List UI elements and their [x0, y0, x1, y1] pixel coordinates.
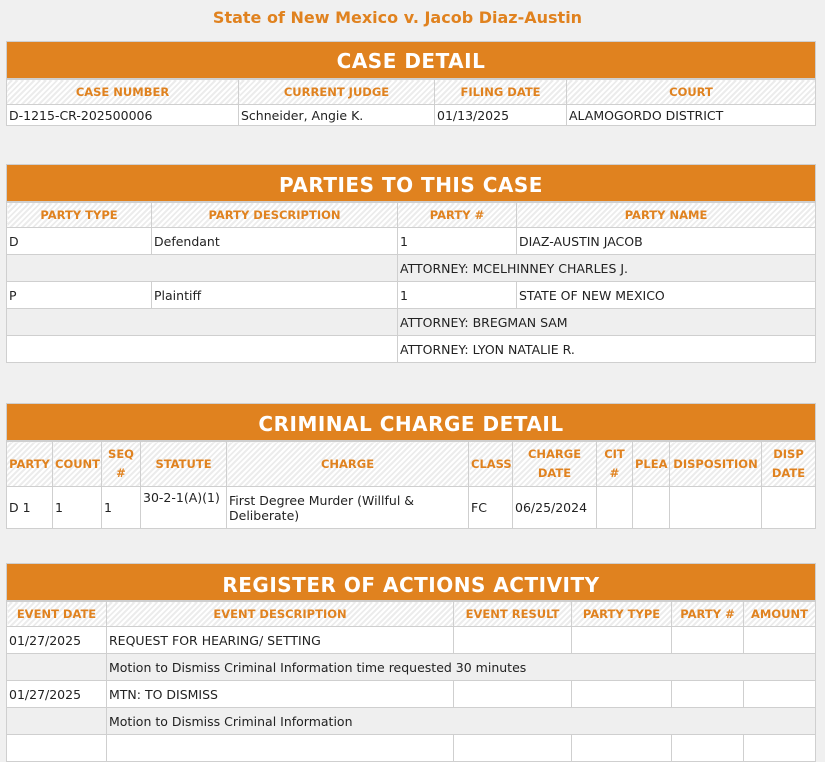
col-charge: CHARGE [227, 442, 469, 487]
party-number: 1 [398, 228, 517, 255]
event-amount [744, 681, 816, 708]
attorney-name: ATTORNEY: BREGMAN SAM [398, 309, 816, 336]
charge-disposition [670, 487, 762, 529]
charge-cit [597, 487, 633, 529]
attorney-name: ATTORNEY: MCELHINNEY CHARLES J. [398, 255, 816, 282]
table-row [7, 105, 816, 126]
attorney-name: ATTORNEY: LYON NATALIE R. [398, 336, 816, 363]
col-event-description: EVENT DESCRIPTION [107, 602, 454, 627]
case-detail-section [6, 41, 816, 126]
col-plea: PLEA [633, 442, 670, 487]
event-detail: Motion to Dismiss Criminal Information [107, 708, 816, 735]
event-detail-row [7, 654, 816, 681]
case-detail-header: CASE DETAIL [6, 41, 816, 79]
attorney-row [7, 255, 816, 282]
register-table [6, 601, 816, 762]
table-row [7, 627, 816, 654]
col-party-name: PARTY NAME [517, 203, 816, 228]
col-current-judge: CURRENT JUDGE [239, 80, 435, 105]
event-party-type [572, 681, 672, 708]
table-row [7, 487, 816, 529]
event-description: MTN: TO DISMISS [107, 681, 454, 708]
col-charge-date: CHARGE DATE [513, 442, 597, 487]
court: ALAMOGORDO DISTRICT [567, 105, 816, 126]
table-row [7, 735, 816, 762]
col-party-description: PARTY DESCRIPTION [152, 203, 398, 228]
col-case-number: CASE NUMBER [7, 80, 239, 105]
case-number: D-1215-CR-202500006 [7, 105, 239, 126]
charges-section [6, 403, 816, 529]
charges-table [6, 441, 816, 529]
col-amount: AMOUNT [744, 602, 816, 627]
event-party-number [672, 627, 744, 654]
case-detail-table [6, 79, 816, 126]
parties-header: PARTIES TO THIS CASE [6, 164, 816, 202]
charge-statute: 30-2-1(A)(1) [141, 487, 227, 529]
table-row [7, 282, 816, 309]
event-result [454, 681, 572, 708]
register-header: REGISTER OF ACTIONS ACTIVITY [6, 563, 816, 601]
event-detail: Motion to Dismiss Criminal Information time requested 30 minutes [107, 654, 816, 681]
charge-description: First Degree Murder (Willful & Deliberate) [227, 487, 469, 529]
col-count: COUNT [53, 442, 102, 487]
party-number: 1 [398, 282, 517, 309]
charge-plea [633, 487, 670, 529]
event-description: REQUEST FOR HEARING/ SETTING [107, 627, 454, 654]
filing-date: 01/13/2025 [435, 105, 567, 126]
parties-table [6, 202, 816, 363]
charge-class: FC [469, 487, 513, 529]
party-type: P [7, 282, 152, 309]
charge-date: 06/25/2024 [513, 487, 597, 529]
party-description: Plaintiff [152, 282, 398, 309]
col-event-date: EVENT DATE [7, 602, 107, 627]
col-party-type: PARTY TYPE [572, 602, 672, 627]
party-type: D [7, 228, 152, 255]
charge-count: 1 [53, 487, 102, 529]
party-name: DIAZ-AUSTIN JACOB [517, 228, 816, 255]
attorney-row [7, 309, 816, 336]
event-party-type [572, 627, 672, 654]
party-description: Defendant [152, 228, 398, 255]
table-row [7, 228, 816, 255]
event-amount [744, 627, 816, 654]
col-class: CLASS [469, 442, 513, 487]
charges-header: CRIMINAL CHARGE DETAIL [6, 403, 816, 441]
col-disposition: DISPOSITION [670, 442, 762, 487]
page-title: State of New Mexico v. Jacob Diaz-Austin [212, 8, 583, 27]
col-statute: STATUTE [141, 442, 227, 487]
charge-party: D 1 [7, 487, 53, 529]
party-name: STATE OF NEW MEXICO [517, 282, 816, 309]
current-judge: Schneider, Angie K. [239, 105, 435, 126]
col-seq: SEQ # [102, 442, 141, 487]
charge-seq: 1 [102, 487, 141, 529]
col-event-result: EVENT RESULT [454, 602, 572, 627]
col-party-number: PARTY # [398, 203, 517, 228]
charge-disp-date [762, 487, 816, 529]
register-section [6, 563, 816, 762]
attorney-row [7, 336, 816, 363]
col-cit: CIT # [597, 442, 633, 487]
col-court: COURT [567, 80, 816, 105]
col-party-number: PARTY # [672, 602, 744, 627]
event-result [454, 627, 572, 654]
col-party-type: PARTY TYPE [7, 203, 152, 228]
col-filing-date: FILING DATE [435, 80, 567, 105]
event-date: 01/27/2025 [7, 681, 107, 708]
event-party-number [672, 681, 744, 708]
col-party: PARTY [7, 442, 53, 487]
col-disp-date: DISP DATE [762, 442, 816, 487]
parties-section [6, 164, 816, 363]
table-row [7, 681, 816, 708]
event-date: 01/27/2025 [7, 627, 107, 654]
event-detail-row [7, 708, 816, 735]
